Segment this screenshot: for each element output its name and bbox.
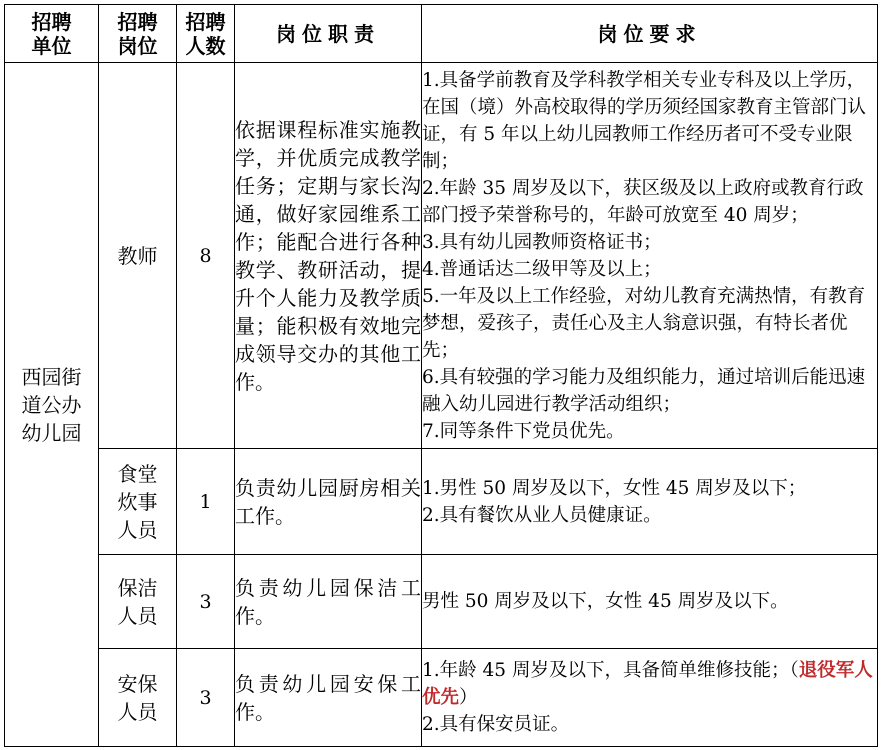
duty-cell: 负责幼儿园安保工作。	[235, 649, 422, 747]
requirement-cell	[422, 63, 878, 449]
table-row	[5, 555, 878, 649]
table-row	[5, 649, 878, 747]
recruitment-table	[4, 4, 878, 747]
position-cell: 安保 人员	[99, 649, 177, 747]
count-cell: 3	[177, 555, 235, 649]
count-cell: 3	[177, 649, 235, 747]
position-cell: 教师	[99, 63, 177, 449]
duty-cell: 负责幼儿园厨房相关工作。	[235, 449, 422, 555]
requirement-list	[422, 657, 877, 738]
requirement-item: 2.年龄 35 周岁及以下，获区级及以上政府或教育行政部门授予荣誉称号的，年龄可放宽至 40 周岁；	[422, 177, 864, 226]
requirement-item: 1.男性 50 周岁及以下，女性 45 周岁及以下；	[422, 477, 807, 499]
requirement-item: 2.具有餐饮从业人员健康证。	[422, 504, 662, 526]
count-cell: 1	[177, 449, 235, 555]
position-cell: 食堂 炊事 人员	[99, 449, 177, 555]
requirement-cell	[422, 555, 878, 649]
requirement-text: 1.年龄 45 周岁及以下，具备简单维修技能；（	[422, 660, 799, 681]
requirement-list	[422, 475, 877, 529]
header-position: 招聘 岗位	[99, 5, 177, 63]
requirement-list	[422, 588, 877, 615]
requirement-item	[422, 657, 877, 711]
veteran-priority-highlight: 退役军人优先	[422, 660, 873, 708]
position-cell: 保洁 人员	[99, 555, 177, 649]
requirement-item: 2.具有保安员证。	[422, 714, 570, 735]
requirement-item: 男性 50 周岁及以下，女性 45 周岁及以下。	[422, 591, 789, 612]
requirement-item: 1.具备学前教育及学科教学相关专业专科及以上学历，在国（境）外高校取得的学历须经国家教育主管部门认证，有 5 年以上幼儿园教师工作经历者可不受专业限制；	[422, 69, 867, 172]
requirement-item: 6.具有较强的学习能力及组织能力，通过培训后能迅速融入幼儿园进行教学活动组织；	[422, 366, 866, 415]
requirement-item: 5.一年及以上工作经验，对幼儿教育充满热情，有教育梦想，爱孩子，责任心及主人翁意识强，有特长者优先；	[422, 285, 866, 361]
unit-name-cell: 西园街 道公办 幼儿园	[5, 63, 99, 747]
count-cell: 8	[177, 63, 235, 449]
requirement-item: 3.具有幼儿园教师资格证书；	[422, 231, 662, 253]
table-row	[5, 63, 878, 449]
header-unit: 招聘 单位	[5, 5, 99, 63]
header-count: 招聘 人数	[177, 5, 235, 63]
requirement-list	[422, 67, 877, 445]
table-row	[5, 449, 878, 555]
requirement-text: ）	[459, 687, 478, 708]
header-duty: 岗位职责	[235, 5, 422, 63]
duty-cell: 依据课程标准实施教学，并优质完成教学任务；定期与家长沟通，做好家园维系工作；能配合进行各种教学、教研活动，提升个人能力及教学质量；能积极有效地完成领导交办的其他工作。	[235, 63, 422, 449]
requirement-cell	[422, 649, 878, 747]
requirement-item: 7.同等条件下党员优先。	[422, 420, 625, 442]
header-row	[5, 5, 878, 63]
header-requirement: 岗位要求	[422, 5, 878, 63]
duty-cell: 负责幼儿园保洁工作。	[235, 555, 422, 649]
requirement-cell	[422, 449, 878, 555]
requirement-item: 4.普通话达二级甲等及以上；	[422, 258, 662, 280]
